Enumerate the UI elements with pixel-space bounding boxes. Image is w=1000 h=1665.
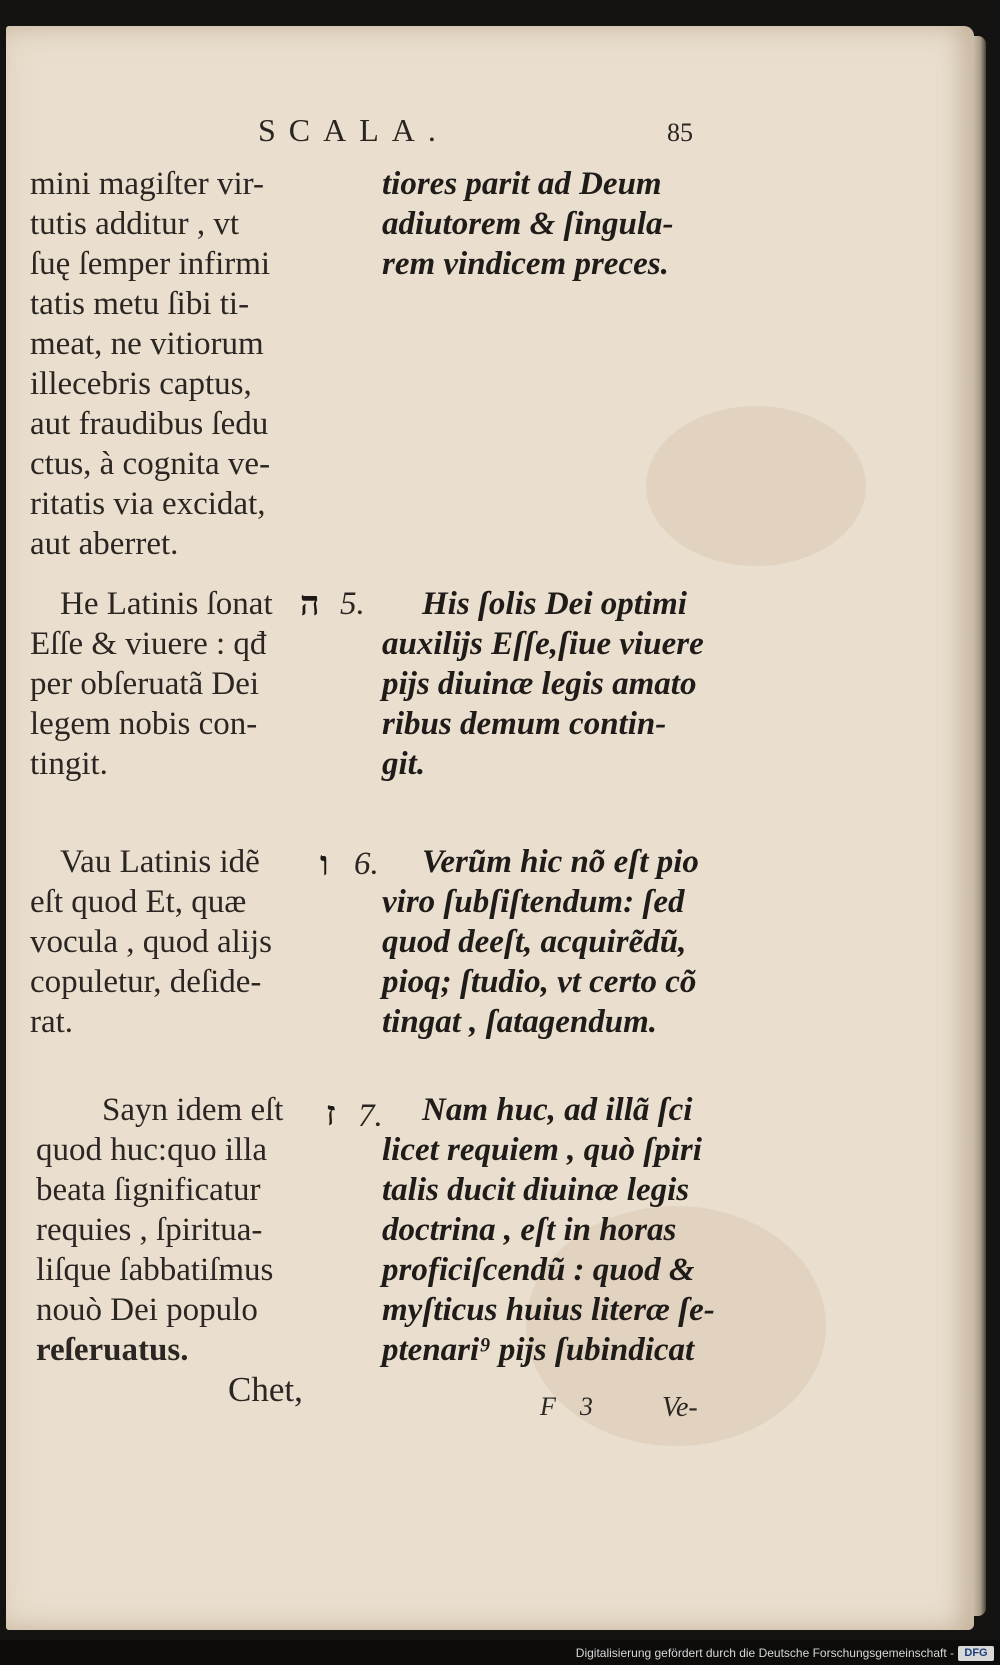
- text-line: legem nobis con-: [30, 706, 258, 742]
- signature-letter: F: [540, 1392, 556, 1421]
- text-line: mini magiſter vir-: [30, 166, 264, 202]
- text-line: reſeruatus.: [36, 1332, 189, 1368]
- left-column-block-1: [30, 164, 315, 564]
- text-line: beata ſignificatur: [36, 1172, 261, 1208]
- text-line: tingit.: [30, 746, 108, 782]
- text-line: Vau Latinis idẽ: [60, 844, 260, 880]
- signature-mark: [540, 1392, 617, 1422]
- dfg-logo: DFG: [958, 1646, 994, 1661]
- text-line: requies , ſpiritua-: [36, 1212, 263, 1248]
- text-line: auxilijs Eſſe,ſiue viuere: [382, 626, 704, 662]
- text-line: git.: [382, 746, 426, 782]
- text-line: Verũm hic nõ eſt pio: [422, 844, 699, 880]
- text-line: pijs diuinæ legis amato: [382, 666, 697, 702]
- footer-bar: [0, 1640, 1000, 1665]
- left-column-block-sayn: [36, 1090, 321, 1370]
- text-line: adiutorem & ſingula-: [382, 206, 674, 242]
- left-column-block-he: [30, 584, 315, 784]
- page-edge: [972, 36, 986, 1616]
- signature-number: 3: [579, 1392, 593, 1421]
- hebrew-letter-vau: ו: [320, 844, 329, 884]
- running-title: SCALA.: [258, 112, 449, 148]
- text-line: eſt quod Et, quæ: [30, 884, 247, 920]
- text-line: tingat , ſatagendum.: [382, 1004, 658, 1040]
- text-line: ptenari⁹ pijs ſubindicat: [382, 1332, 695, 1368]
- text-line: ritatis via excidat,: [30, 486, 266, 522]
- text-line: tatis metu ſibi ti-: [30, 286, 250, 322]
- text-line: quod deeſt, acquirẽdũ,: [382, 924, 687, 960]
- text-line: aut fraudibus ſedu: [30, 406, 269, 442]
- right-column-block-vau: [382, 842, 712, 1042]
- text-line: myſticus huius literæ ſe-: [382, 1292, 715, 1328]
- text-line: proficiſcendũ : quod &: [382, 1252, 695, 1288]
- text-line: rat.: [30, 1004, 74, 1040]
- text-line: vocula , quod alijs: [30, 924, 272, 960]
- right-column-block-1: [382, 164, 712, 284]
- text-line: tiores parit ad Deum: [382, 166, 662, 202]
- text-line: quod huc:quo illa: [36, 1132, 267, 1168]
- text-line: Eſſe & viuere : qđ: [30, 626, 267, 662]
- text-line: tutis additur , vt: [30, 206, 239, 242]
- text-line: liſque ſabbatiſmus: [36, 1252, 274, 1288]
- right-column-block-sayn: [382, 1090, 715, 1370]
- text-line: rem vindicem preces.: [382, 246, 669, 282]
- text-line: Nam huc, ad illã ſci: [422, 1092, 693, 1128]
- text-line: licet requiem , quò ſpiri: [382, 1132, 702, 1168]
- text-line: doctrina , eſt in horas: [382, 1212, 677, 1248]
- text-line: per obſeruatã Dei: [30, 666, 260, 702]
- letter-number: 6.: [354, 846, 379, 882]
- text-line: aut aberret.: [30, 526, 179, 562]
- text-line: His ſolis Dei optimi: [422, 586, 687, 622]
- text-line: ſuę ſemper infirmi: [30, 246, 271, 282]
- text-line: ribus demum contin-: [382, 706, 667, 742]
- hebrew-letter-zayin: ז: [326, 1094, 336, 1134]
- text-line: Sayn idem eſt: [102, 1092, 284, 1128]
- text-line: talis ducit diuinæ legis: [382, 1172, 690, 1208]
- text-line: illecebris captus,: [30, 366, 252, 402]
- text-line: pioq; ſtudio, vt certo cõ: [382, 964, 697, 1000]
- letter-number: 7.: [358, 1098, 383, 1134]
- left-column-block-vau: [30, 842, 315, 1042]
- digitization-credit: Digitalisierung gefördert durch die Deutsche Forschungsgemeinschaft -: [575, 1646, 954, 1660]
- text-line: copuletur, deſide-: [30, 964, 262, 1000]
- catchword-right: Ve-: [662, 1392, 698, 1423]
- page-number: 85: [667, 118, 693, 147]
- text-line: meat, ne vitiorum: [30, 326, 264, 362]
- hebrew-letter-he: ה: [300, 584, 320, 624]
- text-line: viro ſubſiſtendum: ſed: [382, 884, 685, 920]
- paper-stain: [646, 406, 866, 566]
- catchword-left: Chet,: [228, 1370, 303, 1409]
- text-line: nouò Dei populo: [36, 1292, 258, 1328]
- text-line: ctus, à cognita ve-: [30, 446, 271, 482]
- right-column-block-he: [382, 584, 712, 784]
- letter-number: 5.: [340, 586, 365, 622]
- text-line: He Latinis ſonat: [60, 586, 273, 622]
